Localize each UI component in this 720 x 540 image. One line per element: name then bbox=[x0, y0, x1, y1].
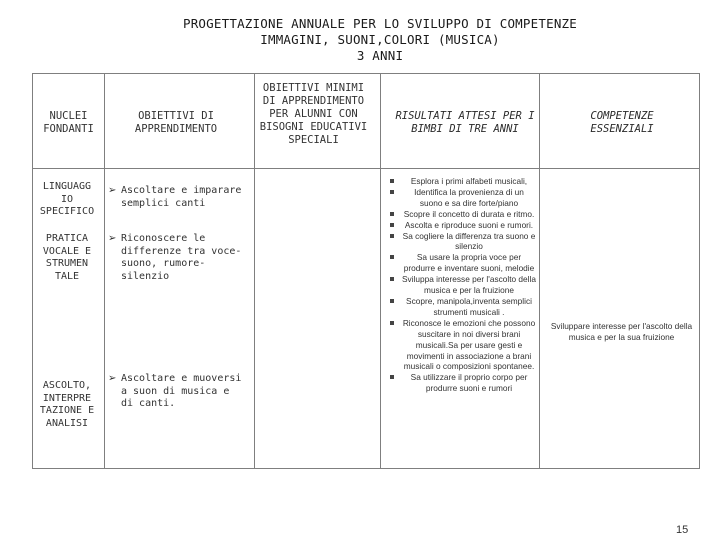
risultati-list bbox=[388, 176, 536, 394]
page-number: 15 bbox=[676, 524, 689, 536]
list-item: Sa cogliere la differenza tra suono e silenzio bbox=[388, 231, 536, 253]
list-item: Identifica la provenienza di un suono e sa dire forte/piano bbox=[388, 187, 536, 209]
square-bullet-icon bbox=[390, 299, 394, 303]
square-bullet-icon bbox=[390, 277, 394, 281]
square-bullet-icon bbox=[390, 190, 394, 194]
header-competenze: COMPETENZE ESSENZIALI bbox=[590, 110, 654, 135]
title-line-1: PROGETTAZIONE ANNUALE PER LO SVILUPPO DI COMPETENZE bbox=[182, 16, 577, 31]
arrow-bullet-icon: ➢ bbox=[108, 233, 117, 244]
title-line-3: 3 ANNI bbox=[356, 48, 404, 63]
header-obiettivi-minimi: OBIETTIVI MINIMI DI APPRENDIMENTO PER ALUNNI CON BISOGNI EDUCATIVI SPECIALI bbox=[259, 82, 368, 146]
nucleo-ascolto: ASCOLTO, INTERPRE TAZIONE E ANALISI bbox=[39, 380, 95, 429]
square-bullet-icon bbox=[390, 223, 394, 227]
square-bullet-icon bbox=[390, 375, 394, 379]
list-item: Sa usare la propria voce per produrre e inventare suoni, melodie bbox=[388, 252, 536, 274]
obiettivo-item bbox=[108, 233, 244, 283]
header-obiettivi: OBIETTIVI DI APPRENDIMENTO bbox=[134, 110, 218, 135]
title-line-2: IMMAGINI, SUONI,COLORI (MUSICA) bbox=[260, 32, 500, 47]
list-item: Ascolta e riproduce suoni e rumori. bbox=[388, 220, 536, 231]
column-divider bbox=[104, 74, 105, 468]
list-item: Scopre, manipola,inventa semplici strumenti musicali . bbox=[388, 296, 536, 318]
obiettivo-item bbox=[108, 185, 244, 210]
list-item: Sa utilizzare il proprio corpo per produrre suoni e rumori bbox=[388, 372, 536, 394]
page-title bbox=[0, 16, 720, 64]
header-nuclei: NUCLEI FONDANTI bbox=[43, 110, 94, 135]
nucleo-pratica: PRATICA VOCALE E STRUMEN TALE bbox=[42, 233, 92, 282]
header-divider bbox=[33, 168, 699, 169]
column-divider bbox=[254, 74, 255, 468]
nucleo-linguaggio: LINGUAGG IO SPECIFICO bbox=[39, 181, 95, 217]
competenze-text: Sviluppare interesse per l'ascolto della musica e per la sua fruizione bbox=[550, 321, 693, 342]
list-item: Esplora i primi alfabeti musicali, bbox=[388, 176, 536, 187]
obiettivo-text: Riconoscere le differenze tra voce-suono, rumore-silenzio bbox=[121, 233, 242, 282]
list-item: Sviluppa interesse per l'ascolto della musica e per la fruizione bbox=[388, 274, 536, 296]
square-bullet-icon bbox=[390, 255, 394, 259]
obiettivo-text: Ascoltare e muoversi a suon di musica e di canti. bbox=[121, 373, 242, 409]
header-risultati: RISULTATI ATTESI PER I BIMBI DI TRE ANNI bbox=[395, 110, 535, 135]
square-bullet-icon bbox=[390, 212, 394, 216]
list-item: Riconosce le emozioni che possono suscitare in noi diversi brani musicali.Sa per usare gesti e movimenti in associazione a brani musicali o composizioni spontanee. bbox=[388, 318, 536, 373]
column-divider bbox=[380, 74, 381, 468]
list-item: Scopre il concetto di durata e ritmo. bbox=[388, 209, 536, 220]
arrow-bullet-icon: ➢ bbox=[108, 373, 117, 384]
square-bullet-icon bbox=[390, 321, 394, 325]
obiettivo-item bbox=[108, 373, 244, 411]
square-bullet-icon bbox=[390, 179, 394, 183]
obiettivo-text: Ascoltare e imparare semplici canti bbox=[121, 185, 242, 209]
arrow-bullet-icon: ➢ bbox=[108, 185, 117, 196]
square-bullet-icon bbox=[390, 234, 394, 238]
